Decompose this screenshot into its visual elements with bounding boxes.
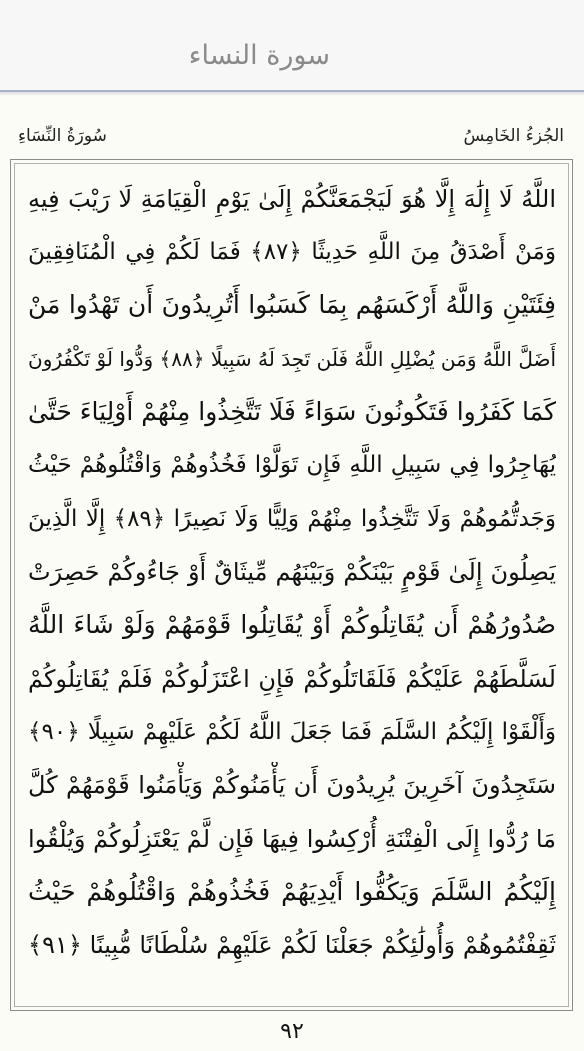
verse-line: يَصِلُونَ إِلَىٰ قَوْمٍ بَيْنَكُمْ وَبَيْنَهُم مِّيثَاقٌ أَوْ جَاءُوكُمْ حَصِرَتْ bbox=[28, 558, 556, 586]
surah-title: سورة النساء bbox=[188, 40, 330, 71]
verse-line: سَتَجِدُونَ آخَرِينَ يُرِيدُونَ أَن يَأْمَنُوكُمْ وَيَأْمَنُوا قَوْمَهُمْ كُلَّ bbox=[28, 771, 556, 799]
verse-line: صُدُورُهُمْ أَن يُقَاتِلُوكُمْ أَوْ يُقَاتِلُوا قَوْمَهُمْ وَلَوْ شَاءَ اللَّهُ bbox=[28, 610, 556, 639]
verse-line: وَمَنْ أَصْدَقُ مِنَ اللَّهِ حَدِيثًا ﴿٨٧﴾ فَمَا لَكُمْ فِي الْمُنَافِقِينَ bbox=[28, 239, 556, 265]
app-header bbox=[0, 0, 584, 92]
verse-line: وَجَدتُّمُوهُمْ وَلَا تَتَّخِذُوا مِنْهُمْ وَلِيًّا وَلَا نَصِيرًا ﴿٨٩﴾ إِلَّا الَّذِينَ bbox=[28, 506, 556, 532]
verse-line: فِئَتَيْنِ وَاللَّهُ أَرْكَسَهُم بِمَا كَسَبُوا أَتُرِيدُونَ أَن تَهْدُوا مَنْ bbox=[28, 290, 556, 319]
mushaf-page[interactable] bbox=[0, 96, 584, 1051]
page-number: ٩٢ bbox=[280, 1019, 304, 1044]
verse-line: يُهَاجِرُوا فِي سَبِيلِ اللَّهِ فَإِن تَوَلَّوْا فَخُذُوهُمْ وَاقْتُلُوهُمْ حَيْثُ bbox=[28, 452, 556, 478]
juz-label: الجُزءُ الخَامِسُ bbox=[463, 126, 564, 146]
verse-line: اللَّهُ لَا إِلَٰهَ إِلَّا هُوَ لَيَجْمَعَنَّكُمْ إِلَىٰ يَوْمِ الْقِيَامَةِ لَا رَيْبَ فِيهِ bbox=[28, 185, 556, 213]
verse-line: لَسَلَّطَهُمْ عَلَيْكُمْ فَلَقَاتَلُوكُمْ فَإِنِ اعْتَزَلُوكُمْ فَلَمْ يُقَاتِلُوكُمْ bbox=[28, 665, 556, 693]
verse-line: أَضَلَّ اللَّهُ وَمَن يُضْلِلِ اللَّهُ فَلَن تَجِدَ لَهُ سَبِيلًا ﴿٨٨﴾ وَدُّوا لَوْ تَكْفُرُونَ bbox=[28, 347, 556, 371]
verse-line: ثَقِفْتُمُوهُمْ وَأُولَٰئِكُمْ جَعَلْنَا لَكُمْ عَلَيْهِمْ سُلْطَانًا مُّبِينًا ﴿٩١﴾ bbox=[28, 931, 556, 959]
verse-text bbox=[0, 96, 584, 1051]
verse-line: وَأَلْقَوْا إِلَيْكُمُ السَّلَمَ فَمَا جَعَلَ اللَّهُ لَكُمْ عَلَيْهِمْ سَبِيلًا ﴿٩٠﴾ bbox=[28, 719, 556, 745]
verse-line: كَمَا كَفَرُوا فَتَكُونُونَ سَوَاءً فَلَا تَتَّخِذُوا مِنْهُمْ أَوْلِيَاءَ حَتَّىٰ bbox=[28, 397, 556, 426]
surah-label: سُورَةُ النِّسَاءِ bbox=[18, 126, 107, 146]
verse-line: إِلَيْكُمُ السَّلَمَ وَيَكُفُّوا أَيْدِيَهُمْ فَخُذُوهُمْ وَاقْتُلُوهُمْ حَيْثُ bbox=[28, 877, 556, 906]
verse-line: مَا رُدُّوا إِلَى الْفِتْنَةِ أُرْكِسُوا فِيهَا فَإِن لَّمْ يَعْتَزِلُوكُمْ وَيُلْقُوا bbox=[28, 825, 556, 853]
